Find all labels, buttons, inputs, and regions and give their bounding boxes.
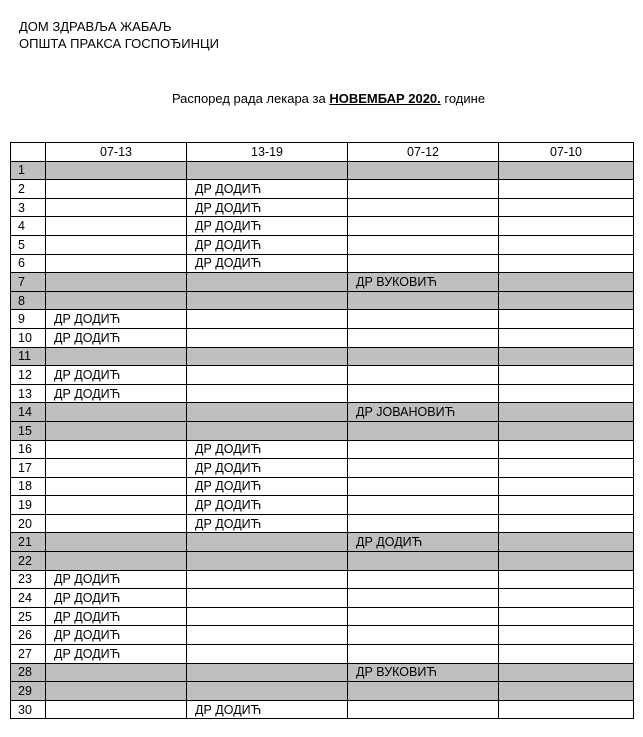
shift-cell-07-12	[348, 161, 499, 180]
table-row	[11, 514, 634, 533]
day-cell: 24	[11, 589, 46, 608]
shift-cell-07-12	[348, 700, 499, 719]
shift-cell-07-12	[348, 570, 499, 589]
table-row	[11, 477, 634, 496]
shift-cell-07-10	[499, 607, 634, 626]
shift-cell-13-19	[187, 403, 348, 422]
shift-cell-13-19	[187, 347, 348, 366]
shift-cell-07-12	[348, 347, 499, 366]
shift-cell-13-19: ДР ДОДИЋ	[187, 514, 348, 533]
shift-cell-13-19	[187, 533, 348, 552]
shift-cell-07-12: ДР ДОДИЋ	[348, 533, 499, 552]
shift-cell-07-12	[348, 459, 499, 478]
shift-cell-07-10	[499, 514, 634, 533]
shift-cell-07-10	[499, 459, 634, 478]
shift-cell-13-19	[187, 663, 348, 682]
shift-cell-07-10	[499, 235, 634, 254]
shift-cell-13-19	[187, 570, 348, 589]
shift-cell-07-13	[46, 663, 187, 682]
shift-cell-13-19	[187, 421, 348, 440]
shift-cell-13-19	[187, 310, 348, 329]
shift-cell-07-10	[499, 347, 634, 366]
day-cell: 22	[11, 552, 46, 571]
day-cell: 18	[11, 477, 46, 496]
day-cell: 2	[11, 180, 46, 199]
shift-cell-13-19: ДР ДОДИЋ	[187, 496, 348, 515]
day-cell: 11	[11, 347, 46, 366]
shift-cell-13-19	[187, 607, 348, 626]
shift-cell-07-12	[348, 477, 499, 496]
day-cell: 21	[11, 533, 46, 552]
shift-cell-07-10	[499, 310, 634, 329]
shift-cell-07-10	[499, 161, 634, 180]
institution-name: ДОМ ЗДРАВЉА ЖАБАЉ	[19, 19, 172, 34]
shift-cell-07-13	[46, 403, 187, 422]
shift-cell-07-13: ДР ДОДИЋ	[46, 384, 187, 403]
shift-cell-07-13	[46, 700, 187, 719]
shift-cell-07-12	[348, 366, 499, 385]
day-cell: 20	[11, 514, 46, 533]
shift-cell-13-19	[187, 291, 348, 310]
shift-cell-07-13	[46, 682, 187, 701]
shift-cell-07-10	[499, 533, 634, 552]
shift-cell-07-10	[499, 384, 634, 403]
day-cell: 25	[11, 607, 46, 626]
shift-cell-13-19: ДР ДОДИЋ	[187, 198, 348, 217]
shift-cell-07-12	[348, 496, 499, 515]
shift-cell-13-19	[187, 589, 348, 608]
day-cell: 23	[11, 570, 46, 589]
table-row	[11, 663, 634, 682]
table-row	[11, 235, 634, 254]
table-row	[11, 366, 634, 385]
shift-cell-13-19: ДР ДОДИЋ	[187, 254, 348, 273]
shift-cell-07-10	[499, 273, 634, 292]
shift-cell-07-13	[46, 459, 187, 478]
shift-cell-07-10	[499, 700, 634, 719]
shift-cell-13-19	[187, 384, 348, 403]
shift-cell-13-19	[187, 273, 348, 292]
shift-cell-07-12	[348, 254, 499, 273]
column-header-shift-07-12: 07-12	[348, 143, 499, 162]
table-row	[11, 254, 634, 273]
shift-cell-07-12	[348, 310, 499, 329]
shift-cell-07-12: ДР ЈОВАНОВИЋ	[348, 403, 499, 422]
table-row	[11, 645, 634, 664]
day-cell: 10	[11, 328, 46, 347]
table-row	[11, 291, 634, 310]
shift-cell-07-13	[46, 235, 187, 254]
shift-cell-07-12: ДР ВУКОВИЋ	[348, 663, 499, 682]
table-row	[11, 217, 634, 236]
shift-cell-07-10	[499, 440, 634, 459]
shift-cell-07-12	[348, 235, 499, 254]
table-row	[11, 700, 634, 719]
shift-cell-13-19	[187, 328, 348, 347]
shift-cell-07-12	[348, 626, 499, 645]
day-cell: 19	[11, 496, 46, 515]
table-row	[11, 180, 634, 199]
shift-cell-07-10	[499, 217, 634, 236]
table-row	[11, 533, 634, 552]
shift-cell-07-13: ДР ДОДИЋ	[46, 570, 187, 589]
shift-cell-07-13	[46, 254, 187, 273]
day-cell: 13	[11, 384, 46, 403]
schedule-table	[10, 142, 634, 719]
shift-cell-13-19	[187, 626, 348, 645]
day-cell: 28	[11, 663, 46, 682]
table-row	[11, 589, 634, 608]
shift-cell-07-13: ДР ДОДИЋ	[46, 626, 187, 645]
shift-cell-13-19: ДР ДОДИЋ	[187, 459, 348, 478]
shift-cell-07-12	[348, 440, 499, 459]
table-row	[11, 682, 634, 701]
shift-cell-07-12	[348, 589, 499, 608]
day-cell: 6	[11, 254, 46, 273]
shift-cell-07-12	[348, 291, 499, 310]
shift-cell-13-19: ДР ДОДИЋ	[187, 235, 348, 254]
day-cell: 17	[11, 459, 46, 478]
shift-cell-07-13	[46, 161, 187, 180]
day-cell: 8	[11, 291, 46, 310]
title-prefix: Распоред рада лекара за	[171, 91, 330, 106]
table-row	[11, 552, 634, 571]
shift-cell-07-12	[348, 421, 499, 440]
day-cell: 16	[11, 440, 46, 459]
department-name: ОПШТА ПРАКСА ГОСПОЂИНЦИ	[19, 36, 219, 51]
title-suffix: године	[440, 91, 486, 106]
shift-cell-13-19	[187, 645, 348, 664]
shift-cell-07-13	[46, 533, 187, 552]
title-month: НОВЕМБАР 2020.	[329, 91, 441, 106]
shift-cell-07-13	[46, 180, 187, 199]
shift-cell-07-12	[348, 682, 499, 701]
shift-cell-13-19: ДР ДОДИЋ	[187, 440, 348, 459]
shift-cell-07-10	[499, 477, 634, 496]
table-row	[11, 570, 634, 589]
schedule-title	[0, 90, 643, 107]
table-row	[11, 496, 634, 515]
column-header-shift-13-19: 13-19	[187, 143, 348, 162]
shift-cell-07-13: ДР ДОДИЋ	[46, 607, 187, 626]
shift-cell-07-13: ДР ДОДИЋ	[46, 328, 187, 347]
table-row	[11, 310, 634, 329]
table-row	[11, 459, 634, 478]
shift-cell-07-10	[499, 421, 634, 440]
shift-cell-13-19	[187, 161, 348, 180]
shift-cell-07-10	[499, 645, 634, 664]
day-cell: 7	[11, 273, 46, 292]
day-cell: 5	[11, 235, 46, 254]
shift-cell-07-10	[499, 552, 634, 571]
table-row	[11, 273, 634, 292]
shift-cell-07-13	[46, 552, 187, 571]
shift-cell-07-13	[46, 477, 187, 496]
shift-cell-07-13	[46, 440, 187, 459]
day-cell: 14	[11, 403, 46, 422]
shift-cell-13-19	[187, 552, 348, 571]
shift-cell-07-12	[348, 645, 499, 664]
day-cell: 29	[11, 682, 46, 701]
shift-cell-07-10	[499, 682, 634, 701]
shift-cell-07-13	[46, 514, 187, 533]
shift-cell-07-12: ДР ВУКОВИЋ	[348, 273, 499, 292]
shift-cell-07-12	[348, 514, 499, 533]
day-cell: 30	[11, 700, 46, 719]
column-header-shift-07-10: 07-10	[499, 143, 634, 162]
shift-cell-07-10	[499, 626, 634, 645]
shift-cell-07-10	[499, 496, 634, 515]
shift-cell-13-19: ДР ДОДИЋ	[187, 477, 348, 496]
day-cell: 4	[11, 217, 46, 236]
shift-cell-07-10	[499, 198, 634, 217]
shift-cell-07-10	[499, 180, 634, 199]
day-cell: 15	[11, 421, 46, 440]
day-cell: 3	[11, 198, 46, 217]
schedule-body	[11, 161, 634, 719]
table-row	[11, 626, 634, 645]
shift-cell-07-12	[348, 198, 499, 217]
day-cell: 12	[11, 366, 46, 385]
shift-cell-07-13	[46, 421, 187, 440]
day-cell: 9	[11, 310, 46, 329]
shift-cell-07-10	[499, 254, 634, 273]
shift-cell-07-10	[499, 403, 634, 422]
table-row	[11, 440, 634, 459]
table-row	[11, 161, 634, 180]
shift-cell-07-13: ДР ДОДИЋ	[46, 589, 187, 608]
shift-cell-07-13	[46, 198, 187, 217]
shift-cell-13-19: ДР ДОДИЋ	[187, 217, 348, 236]
shift-cell-13-19	[187, 366, 348, 385]
shift-cell-07-13: ДР ДОДИЋ	[46, 645, 187, 664]
shift-cell-07-13	[46, 217, 187, 236]
table-row	[11, 328, 634, 347]
shift-cell-07-12	[348, 607, 499, 626]
table-row	[11, 198, 634, 217]
table-row	[11, 421, 634, 440]
column-header-shift-07-13: 07-13	[46, 143, 187, 162]
header-row	[11, 143, 634, 162]
shift-cell-07-10	[499, 570, 634, 589]
shift-cell-07-10	[499, 589, 634, 608]
day-cell: 26	[11, 626, 46, 645]
table-row	[11, 607, 634, 626]
shift-cell-07-12	[348, 552, 499, 571]
shift-cell-07-13	[46, 291, 187, 310]
shift-cell-07-13: ДР ДОДИЋ	[46, 366, 187, 385]
shift-cell-07-10	[499, 291, 634, 310]
day-cell: 1	[11, 161, 46, 180]
day-cell: 27	[11, 645, 46, 664]
shift-cell-13-19	[187, 682, 348, 701]
shift-cell-07-10	[499, 366, 634, 385]
table-row	[11, 384, 634, 403]
shift-cell-07-12	[348, 384, 499, 403]
shift-cell-07-12	[348, 328, 499, 347]
shift-cell-07-10	[499, 328, 634, 347]
table-row	[11, 347, 634, 366]
shift-cell-07-10	[499, 663, 634, 682]
table-row	[11, 403, 634, 422]
shift-cell-07-12	[348, 217, 499, 236]
shift-cell-07-12	[348, 180, 499, 199]
shift-cell-07-13	[46, 273, 187, 292]
shift-cell-07-13: ДР ДОДИЋ	[46, 310, 187, 329]
shift-cell-07-13	[46, 496, 187, 515]
shift-cell-13-19: ДР ДОДИЋ	[187, 180, 348, 199]
column-header-day	[11, 143, 46, 162]
shift-cell-07-13	[46, 347, 187, 366]
shift-cell-13-19: ДР ДОДИЋ	[187, 700, 348, 719]
